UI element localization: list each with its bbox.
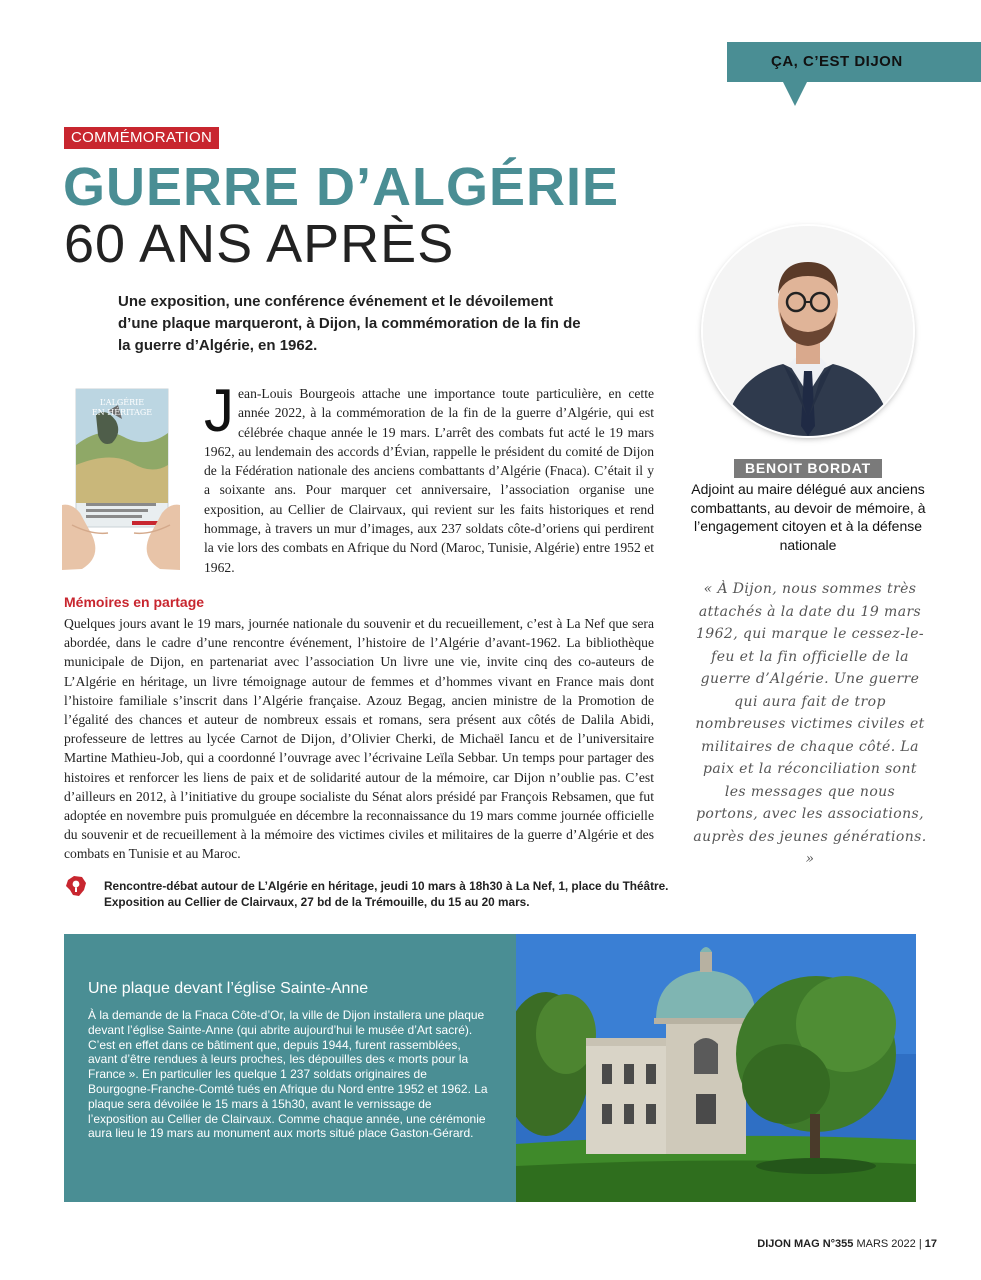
person-role: Adjoint au maire délégué aux anciens combattants, au devoir de mémoire, à l’engagement citoyen et à la défense nationale: [690, 481, 926, 553]
sidebar-box: [64, 934, 916, 1202]
book-cover-photo: [62, 385, 180, 570]
event-info-line1: Rencontre-débat autour de L’Algérie en héritage, jeudi 10 mars à 18h30 à La Nef, 1, place du Théâtre.: [104, 879, 669, 893]
subheadline: 60 ANS APRÈS: [64, 214, 455, 274]
event-info: [104, 878, 684, 910]
footer-magazine: DIJON MAG N°355: [757, 1238, 854, 1250]
church-photo: [516, 934, 916, 1202]
pull-quote: « À Dijon, nous sommes très attachés à la date du 19 mars 1962, qui marque le cessez-le-feu et la fin officielle de la guerre d’Algérie. Une guerre qui aura fait de trop nombreuses victimes civiles et militaires de chaque côté. La paix et la réconciliation sont les messages que nous portons, avec les associations, auprès des jeunes générations. »: [693, 581, 927, 867]
box-text: À la demande de la Fnaca Côte-d’Or, la ville de Dijon installera une plaque devant l’église Sainte-Anne (qui abrite aujourd’hui le musée d’Art sacré). C’est en effet dans ce bâtiment que, depuis 1944, furent rassemblées, avant d’être rendues à leurs proches, les dépouilles des « morts pour la France ». En particulier les quelque 1 237 soldats originaires de Bourgogne-Franche-Comté tués en Afrique du Nord entre 1952 et 1962. La plaque sera dévoilée le 15 mars à 15h30, avant le vernissage de l’exposition au Cellier de Clairvaux. Comme chaque année, une cérémonie aura lieu le 19 mars au monument aux morts situé place Gaston-Gérard.: [88, 1008, 488, 1141]
lead-paragraph: Une exposition, une conférence événement et le dévoilement d’une plaque marqueront, à Dijon, la commémoration de la fin de la guerre d’Algérie, en 1962.: [118, 293, 581, 354]
body-paragraph: Quelques jours avant le 19 mars, journée nationale du souvenir et du recueillement, c’est à La Nef que sera abordée, dans le cadre d’une rencontre événement, l’histoire de l’Algérie d’avant-1962. La bibliothèque municipale de Dijon, en partenariat avec l’association Un livre une vie, invite cinq des co-auteurs de L’Algérie en héritage, un livre témoignage autour de femmes et d’hommes vivant en France mais dont l’histoire familiale s’inscrit dans l’Algérie française. Azouz Begag, ancien ministre de la Promotion de l’égalité des chances et auteur de nombreux essais et romans, sera présent aux côtés de Dalila Abidi, professeure de lettres au lycée Carnot de Dijon, d’Olivier Cherki, de Michaël Iancu et de l’universitaire Martine Mathieu-Job, qui a coordonné l’ouvrage avec l’écrivaine Leïla Sebbar. Un temps pour partager des histoires et renforcer les liens de paix et de solidarité autour de la mémoire, car Dijon n’oublie pas. C’est d’ailleurs en 2012, à l’initiative du groupe socialiste du Sénat alors présidé par François Rebsamen, que fut adoptée en novembre puis promulguée en décembre la reconnaissance du 19 mars comme journée officielle du souvenir et de recueillement à la mémoire des victimes civiles et militaires de la guerre d’Algérie et des combats en Tunisie et au Maroc.: [64, 616, 654, 862]
footer-date: MARS 2022: [856, 1238, 916, 1250]
page-footer: [757, 1238, 937, 1250]
box-title: Une plaque devant l’église Sainte-Anne: [88, 980, 369, 997]
category-tag: COMMÉMORATION: [64, 127, 219, 149]
portrait-photo: [703, 226, 913, 436]
section-tab-label: ÇA, C’EST DIJON: [771, 53, 903, 70]
intro-text: ean-Louis Bourgeois attache une importance toute particulière, en cette année 2022, à la commémoration de la fin de la guerre d’Algérie, qui est célébrée chaque année le 19 mars. L’arrêt des combats fut acté le 19 mars 1962, au lendemain des accords d’Évian, rappelle le président du comité de Dijon de la Fédération nationale des anciens combattants d’Algérie (Fnaca). C’était il y a soixante ans. Pour marquer cet anniversaire, l’association organise une exposition, au Cellier de Clairvaux, qui revient sur les faits historiques et rend hommage, à travers un mur d’images, aux 237 soldats côte-d’oriens qui perdirent la vie lors des combats en Afrique du Nord (Maroc, Tunisie, Algérie) entre 1952 et 1962.: [204, 386, 654, 575]
footer-page-number: 17: [924, 1238, 937, 1250]
headline: GUERRE D’ALGÉRIE: [63, 157, 620, 217]
book-title-line2: EN HÉRITAGE: [91, 408, 153, 417]
section-tab-pointer: [783, 82, 807, 106]
intro-paragraph: [204, 377, 654, 577]
drop-cap: J: [204, 377, 234, 444]
event-info-line2: Exposition au Cellier de Clairvaux, 27 bd de la Trémouille, du 15 au 20 mars.: [104, 895, 530, 909]
section-subheading: Mémoires en partage: [64, 594, 205, 610]
person-name: BENOIT BORDAT: [734, 459, 882, 478]
map-pin-icon: [64, 874, 88, 898]
footer-separator: |: [918, 1238, 922, 1250]
section-tab: [727, 42, 981, 82]
book-title-line1: L’ALGÉRIE: [99, 398, 145, 407]
